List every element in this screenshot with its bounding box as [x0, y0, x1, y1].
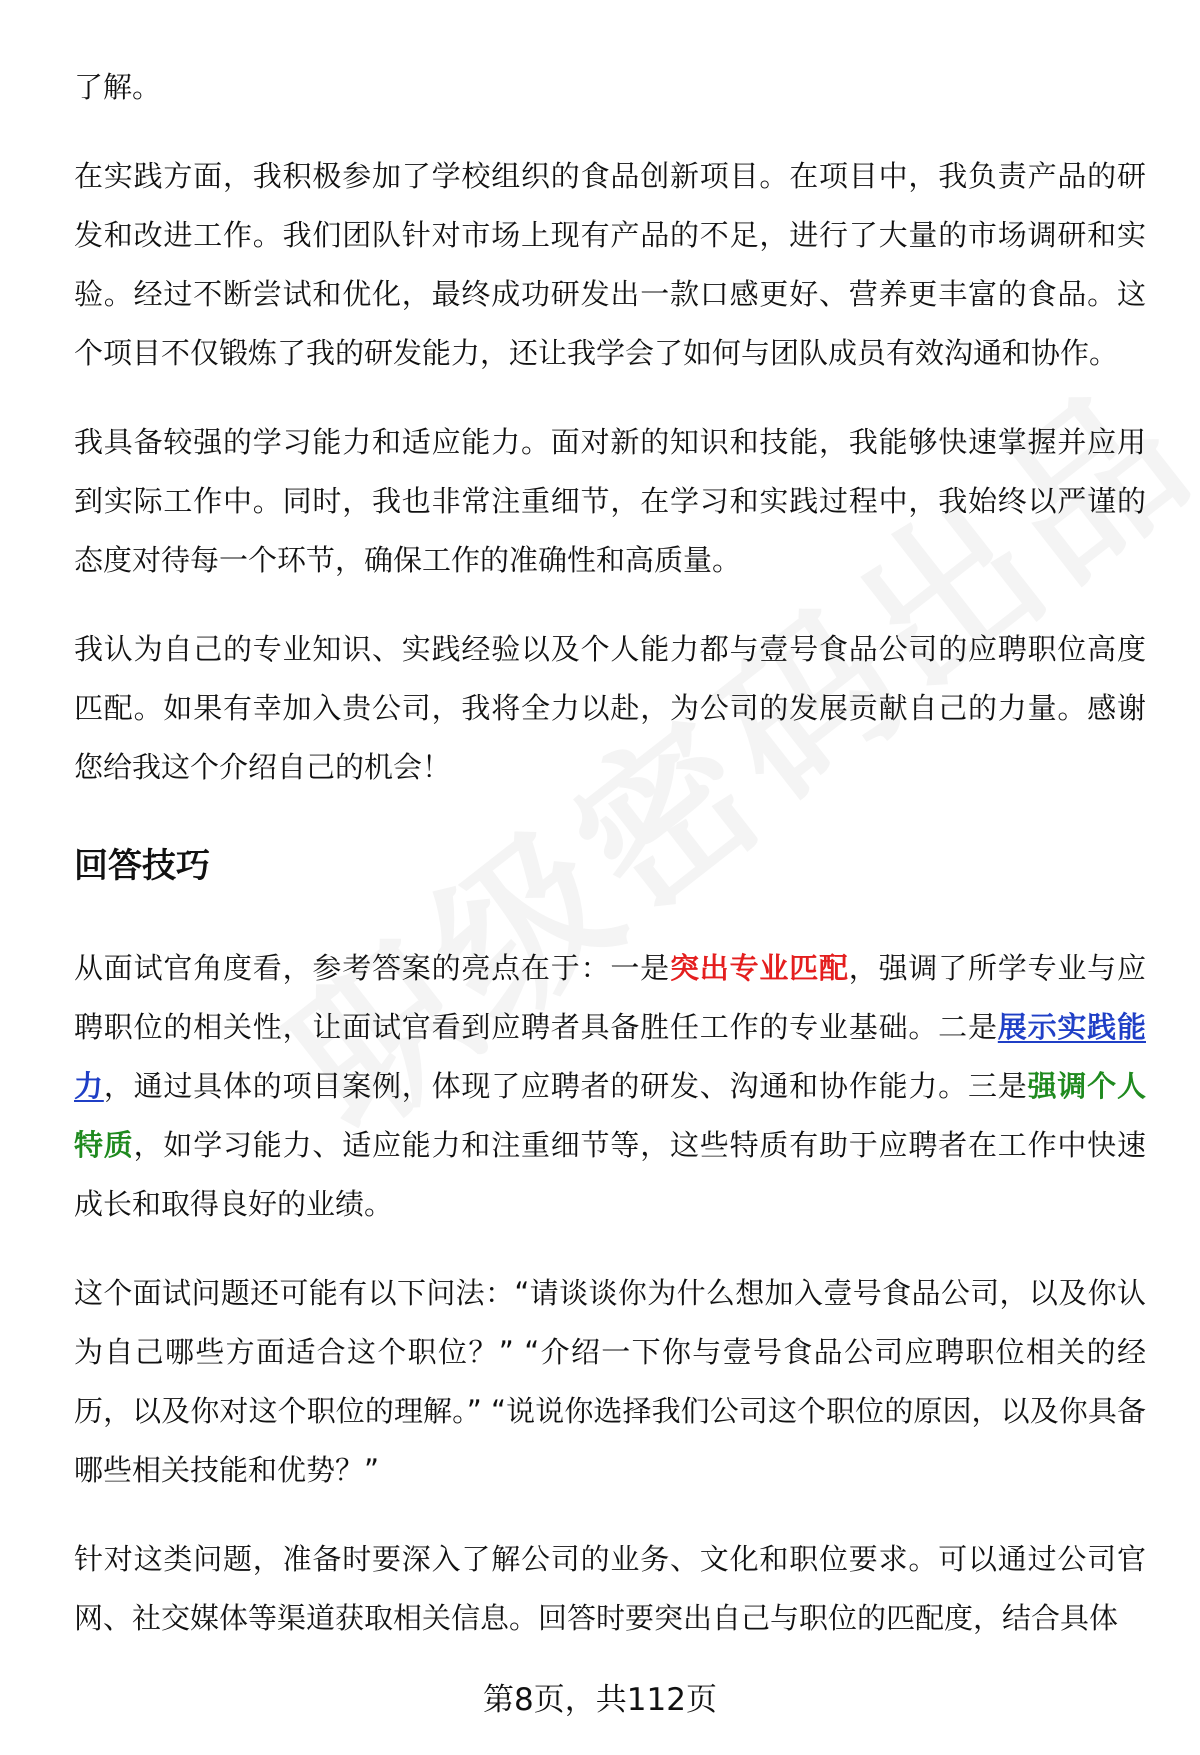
section-heading: 回答技巧 [74, 846, 210, 886]
highlight-professional-match: 突出专业匹配 [669, 951, 849, 985]
page-number: 第8页，共112页 [483, 1682, 717, 1718]
paragraph-abilities: 我具备较强的学习能力和适应能力。面对新的知识和技能，我能够快速掌握并应用到实际工作中。同时，我也非常注重细节，在学习和实践过程中，我始终以严谨的态度对待每一个环节，确保工作的准确性和高质量。 [74, 425, 1146, 577]
tips-text-2: ，强调了所学专业与应聘职位的相关性，让面试官看到应聘者具备胜任工作的专业基础。二是 [74, 951, 1146, 1044]
tips-text-3: ，通过具体的项目案例，体现了应聘者的研发、沟通和协作能力。三是 [103, 1069, 1028, 1103]
paragraph-alt-questions: 这个面试问题还可能有以下问法：“请谈谈你为什么想加入壹号食品公司，以及你认为自己哪些方面适合这个职位？” “介绍一下你与壹号食品公司应聘职位相关的经历，以及你对这个职位的理解。” “说说你选择我们公司这个职位的原因，以及你具备哪些相关技能和优势？” [74, 1276, 1146, 1487]
paragraph-tips [74, 939, 1146, 1234]
paragraph-practice: 在实践方面，我积极参加了学校组织的食品创新项目。在项目中，我负责产品的研发和改进工作。我们团队针对市场上现有产品的不足，进行了大量的市场调研和实验。经过不断尝试和优化，最终成功研发出一款口感更好、营养更丰富的食品。这个项目不仅锻炼了我的研发能力，还让我学会了如何与团队成员有效沟通和协作。 [74, 159, 1146, 370]
page-content [74, 58, 1146, 1678]
tips-text-4: ，如学习能力、适应能力和注重细节等，这些特质有助于应聘者在工作中快速成长和取得良好的业绩。 [74, 1128, 1146, 1221]
paragraph-advice: 针对这类问题，准备时要深入了解公司的业务、文化和职位要求。可以通过公司官网、社交媒体等渠道获取相关信息。回答时要突出自己与职位的匹配度，结合具体 [74, 1542, 1146, 1635]
highlight-personal-traits: 强调个人特质 [74, 1069, 1146, 1162]
paragraph-conclusion: 我认为自己的专业知识、实践经验以及个人能力都与壹号食品公司的应聘职位高度匹配。如果有幸加入贵公司，我将全力以赴，为公司的发展贡献自己的力量。感谢您给我这个介绍自己的机会！ [74, 632, 1146, 784]
tips-text-1: 从面试官角度看，参考答案的亮点在于：一是 [74, 951, 670, 985]
highlight-practical-ability[interactable]: 展示实践能力 [74, 1010, 1146, 1103]
paragraph-continuation: 了解。 [74, 70, 162, 104]
